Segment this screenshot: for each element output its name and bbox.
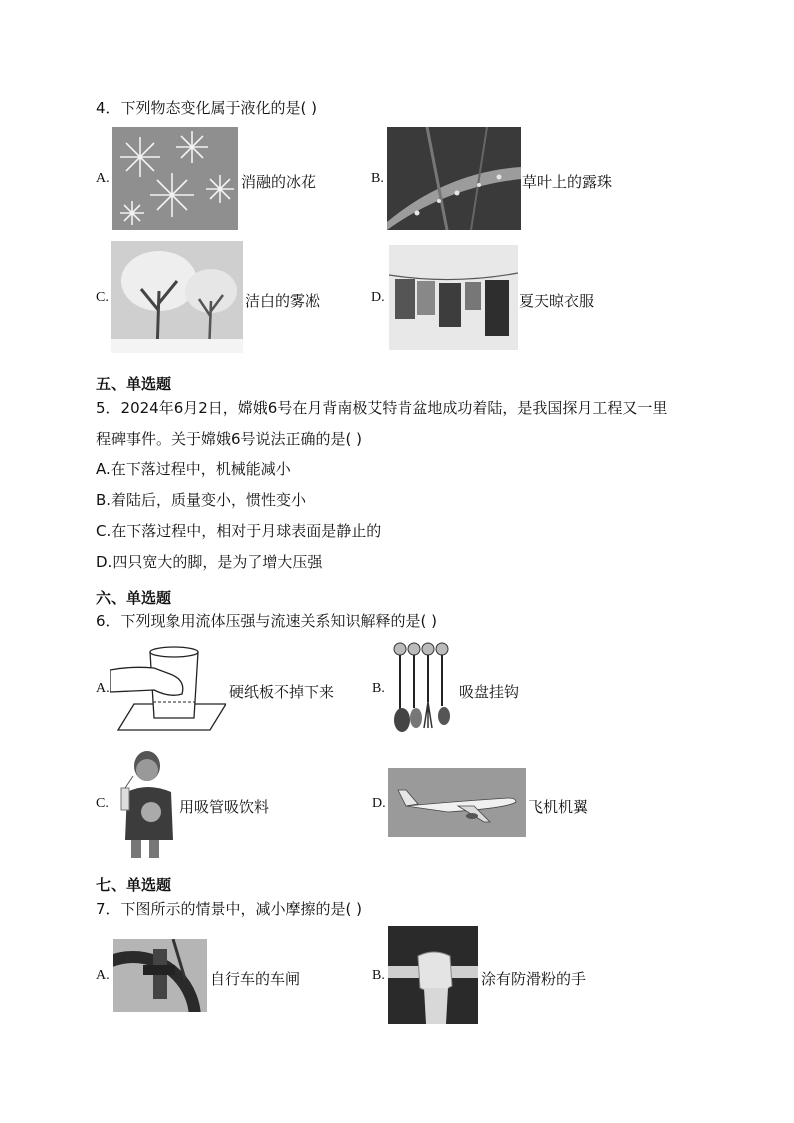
drying-clothes-image: [389, 245, 518, 350]
q4-option-d-letter: D.: [371, 290, 385, 305]
bicycle-brake-image: [113, 939, 207, 1012]
chalked-hand-on-bar-image: [388, 926, 478, 1024]
q7-option-a-caption: 自行车的车闸: [210, 970, 301, 988]
section-7-heading: 七、单选题: [96, 876, 172, 894]
q5-option-d: D.四只宽大的脚，是为了增大压强: [96, 553, 323, 571]
q4-option-d-caption: 夏天晾衣服: [519, 292, 595, 310]
q6-option-c-letter: C.: [96, 796, 109, 811]
boy-with-straw-image: [113, 748, 176, 858]
q6-option-d-letter: D.: [372, 796, 386, 811]
q6-option-b-caption: 吸盘挂钩: [459, 683, 520, 701]
q5-option-a: A.在下落过程中，机械能减小: [96, 460, 291, 478]
q4-option-b-caption: 草叶上的露珠: [522, 173, 613, 191]
airplane-image: [388, 768, 526, 837]
q6-option-d-caption: 飞机机翼: [528, 798, 589, 816]
section-5-heading: 五、单选题: [96, 375, 172, 393]
dewdrops-on-grass-image: [387, 127, 521, 230]
question-7-stem: 7．下图所示的情景中，减小摩擦的是( ): [96, 900, 363, 918]
question-5-stem-line2: 程碑事件。关于嫦娥6号说法正确的是( ): [96, 430, 363, 448]
q4-option-a-caption: 消融的冰花: [241, 173, 317, 191]
question-5-stem-line1: 5．2024年6月2日，嫦娥6号在月背南极艾特肯盆地成功着陆，是我国探月工程又一里: [96, 399, 668, 417]
section-6-heading: 六、单选题: [96, 589, 172, 607]
q5-option-b: B.着陆后，质量变小，惯性变小: [96, 491, 307, 509]
q7-option-b-caption: 涂有防滑粉的手: [481, 970, 587, 988]
cup-and-cardboard-diagram: [110, 640, 226, 732]
q6-option-b-letter: B.: [372, 681, 385, 696]
q6-option-c-caption: 用吸管吸饮料: [179, 798, 270, 816]
q4-option-c-caption: 洁白的雾凇: [245, 292, 321, 310]
q7-option-a-letter: A.: [96, 968, 110, 983]
q4-option-b-letter: B.: [371, 171, 384, 186]
q7-option-b-letter: B.: [372, 968, 385, 983]
question-6-stem: 6．下列现象用流体压强与流速关系知识解释的是( ): [96, 612, 438, 630]
q5-option-c: C.在下落过程中，相对于月球表面是静止的: [96, 522, 382, 540]
q4-option-a-letter: A.: [96, 171, 110, 186]
q6-option-a-caption: 硬纸板不掉下来: [229, 683, 335, 701]
frost-flowers-image: [112, 127, 238, 230]
q4-option-c-letter: C.: [96, 290, 109, 305]
suction-hooks-image: [390, 640, 455, 735]
rime-trees-image: [111, 241, 243, 353]
question-4-stem: 4．下列物态变化属于液化的是( ): [96, 99, 318, 117]
q6-option-a-letter: A.: [96, 681, 110, 696]
